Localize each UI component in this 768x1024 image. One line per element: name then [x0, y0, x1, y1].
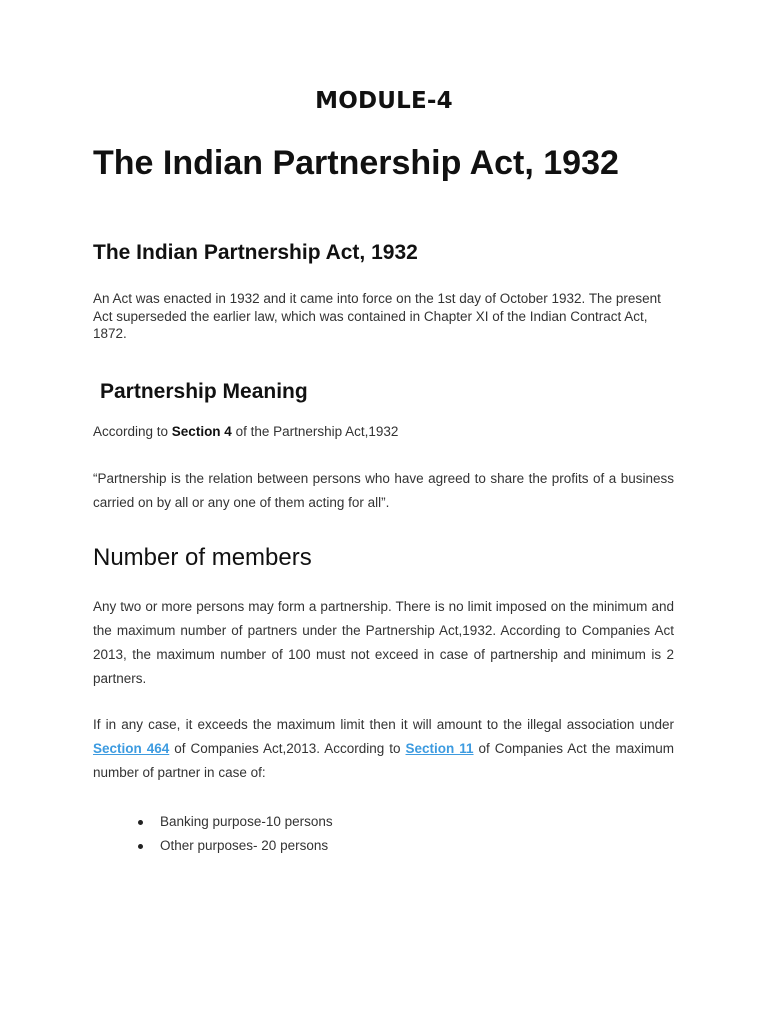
limit-text-part2: of Companies Act,2013. According to: [169, 741, 406, 756]
section-title: The Indian Partnership Act, 1932: [93, 241, 418, 264]
list-item: [138, 834, 333, 858]
bullet-icon: [138, 820, 143, 825]
according-suffix: of the Partnership Act,1932: [231, 424, 399, 439]
list-item-text: Banking purpose-10 persons: [160, 814, 333, 829]
according-prefix: According to: [93, 424, 172, 439]
partnership-definition: “Partnership is the relation between persons who have agreed to share the profits of a business carried on by all or any one of them acting for all”.: [93, 471, 674, 510]
members-paragraph: Any two or more persons may form a partnership. There is no limit imposed on the minimum and the maximum number of partners under the Partnership Act,1932. According to Companies Act 2013, the maximum number of 100 must not exceed in case of partnership and minimum is 2 partners.: [93, 599, 674, 686]
module-title: MODULE-4: [315, 88, 453, 114]
intro-paragraph: An Act was enacted in 1932 and it came into force on the 1st day of October 1932. The present Act superseded the earlier law, which was contained in Chapter XI of the Indian Contract Act, 1872.: [93, 291, 661, 341]
list-item: [138, 810, 333, 834]
partner-limit-list: [138, 810, 333, 858]
limit-text-part3: of Companies Act the maximum number of partner in case of:: [93, 741, 674, 780]
section-4-reference: Section 4: [171, 424, 232, 439]
number-of-members-heading: Number of members: [93, 544, 312, 571]
limit-paragraph: [93, 713, 674, 785]
main-title: The Indian Partnership Act, 1932: [93, 144, 619, 182]
section-11-link[interactable]: Section 11: [405, 741, 474, 756]
according-to-paragraph: [93, 420, 674, 444]
partnership-meaning-heading: Partnership Meaning: [100, 380, 308, 403]
limit-text-part1: If in any case, it exceeds the maximum limit then it will amount to the illegal association under: [93, 717, 674, 732]
section-464-link[interactable]: Section 464: [93, 741, 170, 756]
bullet-icon: [138, 844, 143, 849]
list-item-text: Other purposes- 20 persons: [160, 838, 329, 853]
